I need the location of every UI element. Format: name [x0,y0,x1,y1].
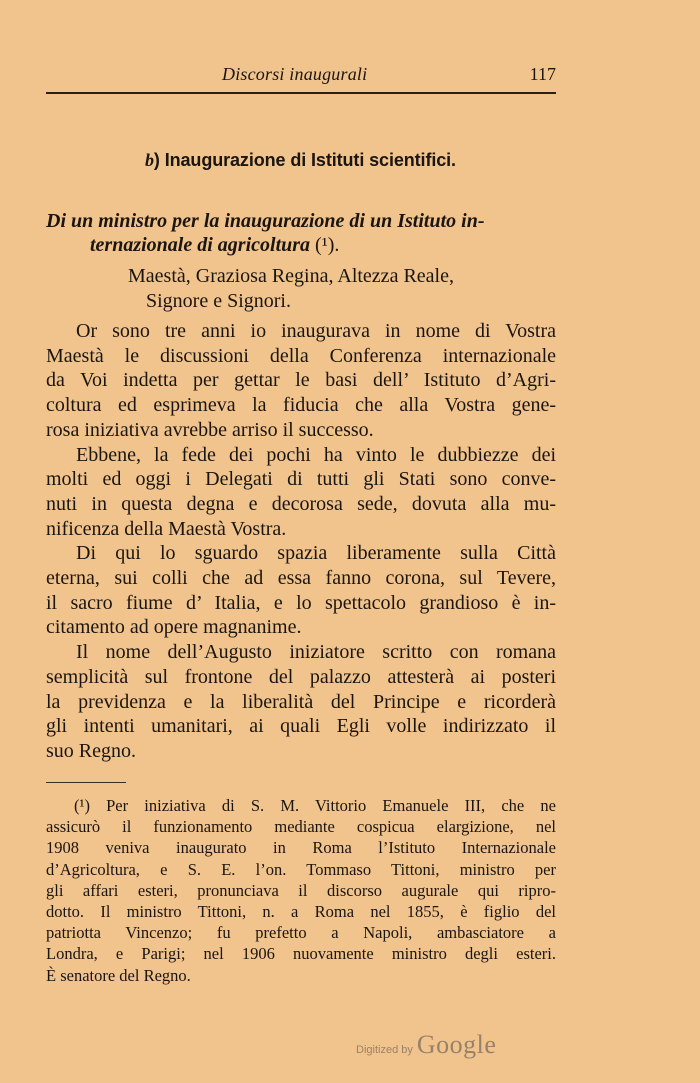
digitized-by-label: Digitized by [356,1044,413,1056]
footnote-line: assicurò il funzionamento mediante cospicua elargizione, nel [46,817,556,837]
section-marker-suffix: ) [153,150,160,170]
footnote-line: gli affari esteri, pronunciava il discorso augurale qui ripro- [46,880,556,900]
paragraph-2 [46,443,556,542]
section-marker: b [145,150,154,170]
paragraph-1 [46,319,556,443]
running-title: Discorsi inaugurali [222,64,368,84]
paragraph-line: gli intenti umanitari, ai quali Egli volle indirizzato il [46,715,556,738]
paragraph-line: la previdenza e la liberalità del Principe e ricorderà [46,690,556,713]
footnote-divider [46,782,126,783]
paragraph-line: Il nome dell’Augusto iniziatore scritto con romana [76,641,556,664]
paragraph-line: Maestà le discussioni della Conferenza internazionale [46,344,556,367]
section-heading [145,150,456,171]
digitized-watermark [356,1030,496,1060]
paragraph-line: Or sono tre anni io inaugurava in nome di Vostra [76,320,556,342]
paragraph-line: coltura ed esprimeva la fiducia che alla Vostra gene- [46,394,556,417]
footnote-line: Londra, e Parigi; nel 1906 nuovamente ministro degli esteri. [46,944,556,964]
address-line-2: Signore e Signori. [146,290,291,312]
speech-title [46,209,560,257]
paragraph-4 [46,640,556,764]
footnote-line: (¹) Per iniziativa di S. M. Vittorio Emanuele III, che ne [74,796,556,815]
paragraph-line: semplicità sul frontone del palazzo attesterà ai posteri [46,665,556,688]
paragraph-line: il sacro fiume d’ Italia, e lo spettacolo grandioso è in- [46,591,556,614]
speech-title-line-2 [46,233,560,257]
page-header [46,62,556,94]
speech-address [128,264,568,314]
paragraph-line: rosa iniziativa avrebbe arriso il successo. [46,418,374,441]
paragraph-line: molti ed oggi i Delegati di tutti gli Stati sono conve- [46,468,556,491]
paragraph-line: eterna, sui colli che ad essa fanno corona, sul Tevere, [46,567,556,590]
footnote [46,795,556,986]
footnote-line: 1908 veniva inaugurato in Roma l’Istituto Internazionale [46,838,556,858]
page-number: 117 [529,64,556,84]
footnote-reference: (¹). [315,234,340,256]
paragraph-line: da Voi indetta per gettar le basi dell’ Istituto d’Agri- [46,369,556,392]
speech-title-line-1: Di un ministro per la inaugurazione di un Istituto in- [46,210,485,232]
footnote-line: È senatore del Regno. [46,965,191,985]
paragraph-line: Di qui lo sguardo spazia liberamente sulla Città [76,542,556,565]
body-text [46,319,556,764]
section-heading-text: Inaugurazione di Istituti scientifici. [164,150,456,170]
paragraph-3 [46,541,556,640]
paragraph-line: suo Regno. [46,739,136,762]
paragraph-line: Ebbene, la fede dei pochi ha vinto le dubbiezze dei [76,443,556,466]
google-logo: Google [416,1030,497,1059]
footnote-line: dotto. Il ministro Tittoni, n. a Roma nel 1855, è figlio del [46,902,556,922]
footnote-line: d’Agricoltura, e S. E. l’on. Tommaso Tittoni, ministro per [46,859,556,879]
paragraph-line: nificenza della Maestà Vostra. [46,517,287,540]
speech-title-line-2-text: ternazionale di agricoltura [90,234,311,256]
paragraph-line: citamento ad opere magnanime. [46,616,302,639]
footnote-line: patriotta Vincenzo; fu prefetto a Napoli, ambasciatore a [46,923,556,943]
address-line-1: Maestà, Graziosa Regina, Altezza Reale, [128,265,454,287]
paragraph-line: nuti in questa degna e decorosa sede, dovuta alla mu- [46,492,556,515]
